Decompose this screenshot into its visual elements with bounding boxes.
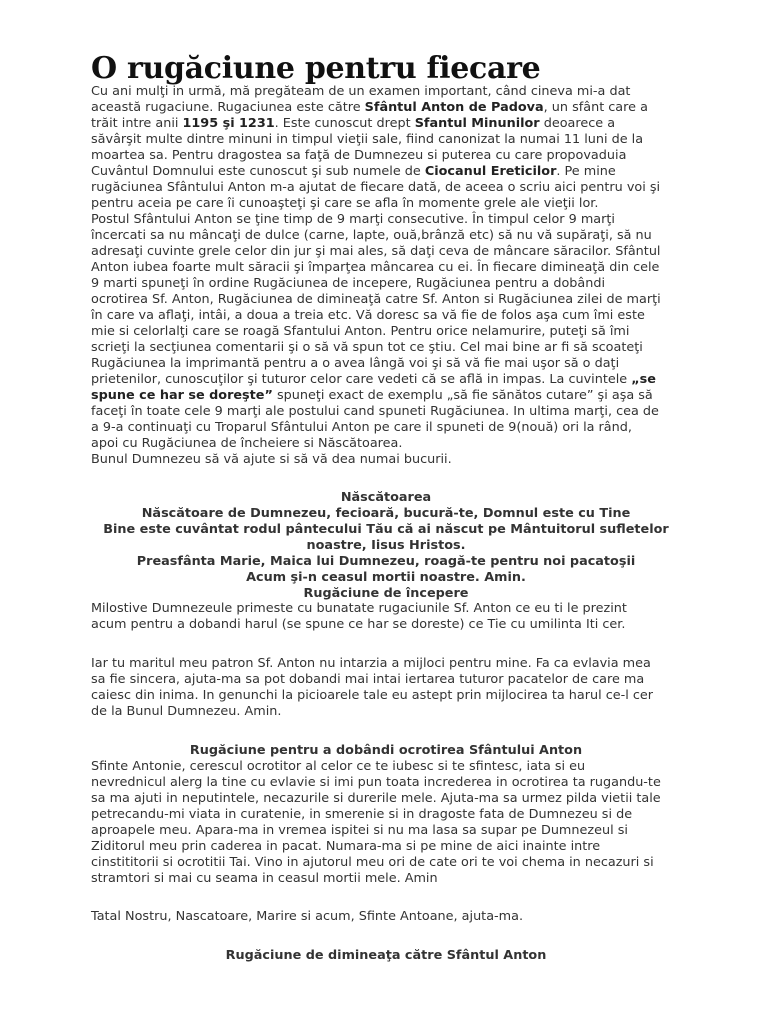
text-line: moartea sa. Pentru dragostea sa faţă de Dumnezeu si puterea cu care propovaduia [91,148,627,163]
bold-text: Sfântul Anton de Padova [364,100,544,115]
text-line: această rugaciune. Rugaciunea este către Sfântul Anton de Padova, un sfânt care a [91,100,648,115]
text-line: Anton iubea foarte mult săracii şi împarţea mâncarea cu ei. În fiecare dimineaţă din cele [91,260,660,275]
prayer-line: Acum şi-n ceasul mortii noastre. Amin. [246,570,526,585]
patron-paragraph [91,656,681,720]
closing-line [91,909,681,925]
text-line: scrieţi la secţiunea comentarii şi o să vă spun tot ce ştiu. Cel mai bine ar fi să scoateţi [91,340,643,355]
text-line: Sfinte Antonie, cerescul ocrotitor al celor ce te iubesc si te sfintesc, iata si eu [91,759,586,774]
ocrotire-heading-block [91,743,681,759]
text-line: Ziditorul meu prin caderea in pacat. Numara-ma si pe mine de aici inainte intre [91,839,601,854]
text-line: rugăciunea Sfântului Anton m-a ajutat de fiecare dată, de aceea o scriu aici pentru voi şi [91,180,661,195]
text-line: sa ma ajuti in neputintele, necazurile si durerile mele. Ajuta-ma sa urmez pilda vietii tale [91,791,661,806]
text-line: prietenilor, cunoscuţilor şi tuturor celor care vedeti că se află in impas. La cuvintele „se [91,372,656,387]
text-line: pentru aceia pe care îi cunoaşteţi şi care se afla în momente grele ale vieţii lor. [91,196,599,211]
text-line: ocrotirea Sf. Anton, Rugăciunea de dimineaţă catre Sf. Anton si Rugăciunea zilei de marţi [91,292,661,307]
text-line: stramtori si mai cu seama in ceasul mortii mele. Amin [91,871,438,886]
bold-text: 1195 şi 1231 [182,116,275,131]
text-line: apoi cu Rugăciunea de încheiere si Născătoarea. [91,436,403,451]
ocrotire-paragraph [91,759,681,887]
prayer-line: Preasfânta Marie, Maica lui Dumnezeu, roagă-te pentru noi pacatoşii [136,554,636,569]
text-line: încercati sa nu mâncaţi de dulce (carne, lapte, ouă,brânză etc) să nu vă supăraţi, să nu [91,228,652,243]
text-line: de la Bunul Dumnezeu. Amin. [91,704,282,719]
text-line: în care va aflaţi, intâi, a doua a treia etc. Vă doresc sa vă fie de folos aşa cum îmi este [91,308,645,323]
text-line: nevrednicul alerg la tine cu evlavie si imi pun toata increderea in ocrotirea ta rugandu-te [91,775,661,790]
prayer-line: Bine este cuvântat rodul pântecului Tău că ai născut pe Mântuitorul sufletelor [103,522,669,537]
text-line: săvârşit multe dintre minuni in timpul vieţii sale, fiind canonizat la numai 11 luni de la [91,132,644,147]
text-line: Cuvântul Domnului este cunoscut şi sub numele de Ciocanul Ereticilor. Pe mine [91,164,616,179]
bold-text: Ciocanul Ereticilor [424,164,557,179]
section-heading: Rugăciune pentru a dobândi ocrotirea Sfântului Anton [189,743,583,758]
text-line: a 9-a continuaţi cu Troparul Sfântului Anton pe care il spuneti de 9(nouă) ori la rând, [91,420,632,435]
text-line: trăit intre anii 1195 şi 1231. Este cunoscut drept Sfantul Minunilor deoarece a [91,116,616,131]
text-line: Postul Sfântului Anton se ţine timp de 9 marţi consecutive. În timpul celor 9 marţi [91,212,615,227]
text-line: acum pentru a dobandi harul (se spune ce har se doreste) ce Tie cu umilinta Iti cer. [91,617,626,632]
text-line: mie si celorlalţi care se roagă Sfantului Anton. Pentru orice nelamurire, puteţi să îmi [91,324,630,339]
text-line: petrecandu-mi viata in curatenie, in smerenie si in dragoste fata de Dumnezeu si de [91,807,633,822]
text-line: caiesc din inima. In genunchi la picioarele tale eu astept prin mijlocirea ta harul ce-l cer [91,688,654,703]
text-line: Bunul Dumnezeu să vă ajute si să vă dea numai bucurii. [91,452,452,467]
intro-paragraph [91,84,681,468]
text-line: aproapele meu. Apara-ma in vremea ispitei si nu ma lasa sa supar pe Dumnezeul si [91,823,628,838]
text-line: Tatal Nostru, Nascatoare, Marire si acum, Sfinte Antoane, ajuta-ma. [91,909,524,924]
text-line: Iar tu maritul meu patron Sf. Anton nu intarzia a mijloci pentru mine. Fa ca evlavia mea [91,656,651,671]
text-line: Cu ani mulţi in urmă, mă pregăteam de un examen important, când cineva mi-a dat [91,84,631,99]
page-title: O rugăciune pentru fiecare [91,51,541,86]
text-line: Rugăciunea la imprimantă pentru a o avea lângă voi şi să vă fie mai uşor să o daţi [91,356,620,371]
prayer-line: Născătoare de Dumnezeu, fecioară, bucură-te, Domnul este cu Tine [141,506,631,521]
text-line: 9 marti spuneţi în ordine Rugăciunea de incepere, Rugăciunea pentru a dobândi [91,276,606,291]
nascatoarea-section [91,490,681,602]
text-line: adresaţi cuvinte grele celor din jur şi mai ales, să daţi ceva de mâncare săracilor. Sfântul [91,244,661,259]
prayer-line: noastre, Iisus Hristos. [306,538,466,553]
bold-text: spune ce har se doreşte” [91,388,273,403]
bold-text: „se [631,372,656,387]
incepere-paragraph [91,601,681,633]
text-line: spune ce har se doreşte” spuneţi exact de exemplu „să fie sănătos cutare” şi aşa să [91,388,653,403]
dimineata-heading-block [91,948,681,964]
section-heading: Rugăciune de începere [303,586,469,601]
text-line: sa fie sincera, ajuta-ma sa pot dobandi mai intai iertarea tuturor pacatelor de care ma [91,672,645,687]
text-line: Milostive Dumnezeule primeste cu bunatate rugaciunile Sf. Anton ce eu ti le prezint [91,601,627,616]
section-heading: Rugăciune de dimineaţa către Sfântul Anton [225,948,547,963]
text-line: faceţi în toate cele 9 marţi ale postului cand spuneti Rugăciunea. In ultima marţi, cea de [91,404,659,419]
bold-text: Sfantul Minunilor [414,116,540,131]
section-heading: Născătoarea [340,490,432,505]
text-line: cinstititorii si ocrotitii Tai. Vino in ajutorul meu ori de cate ori te voi chema in necazuri si [91,855,654,870]
